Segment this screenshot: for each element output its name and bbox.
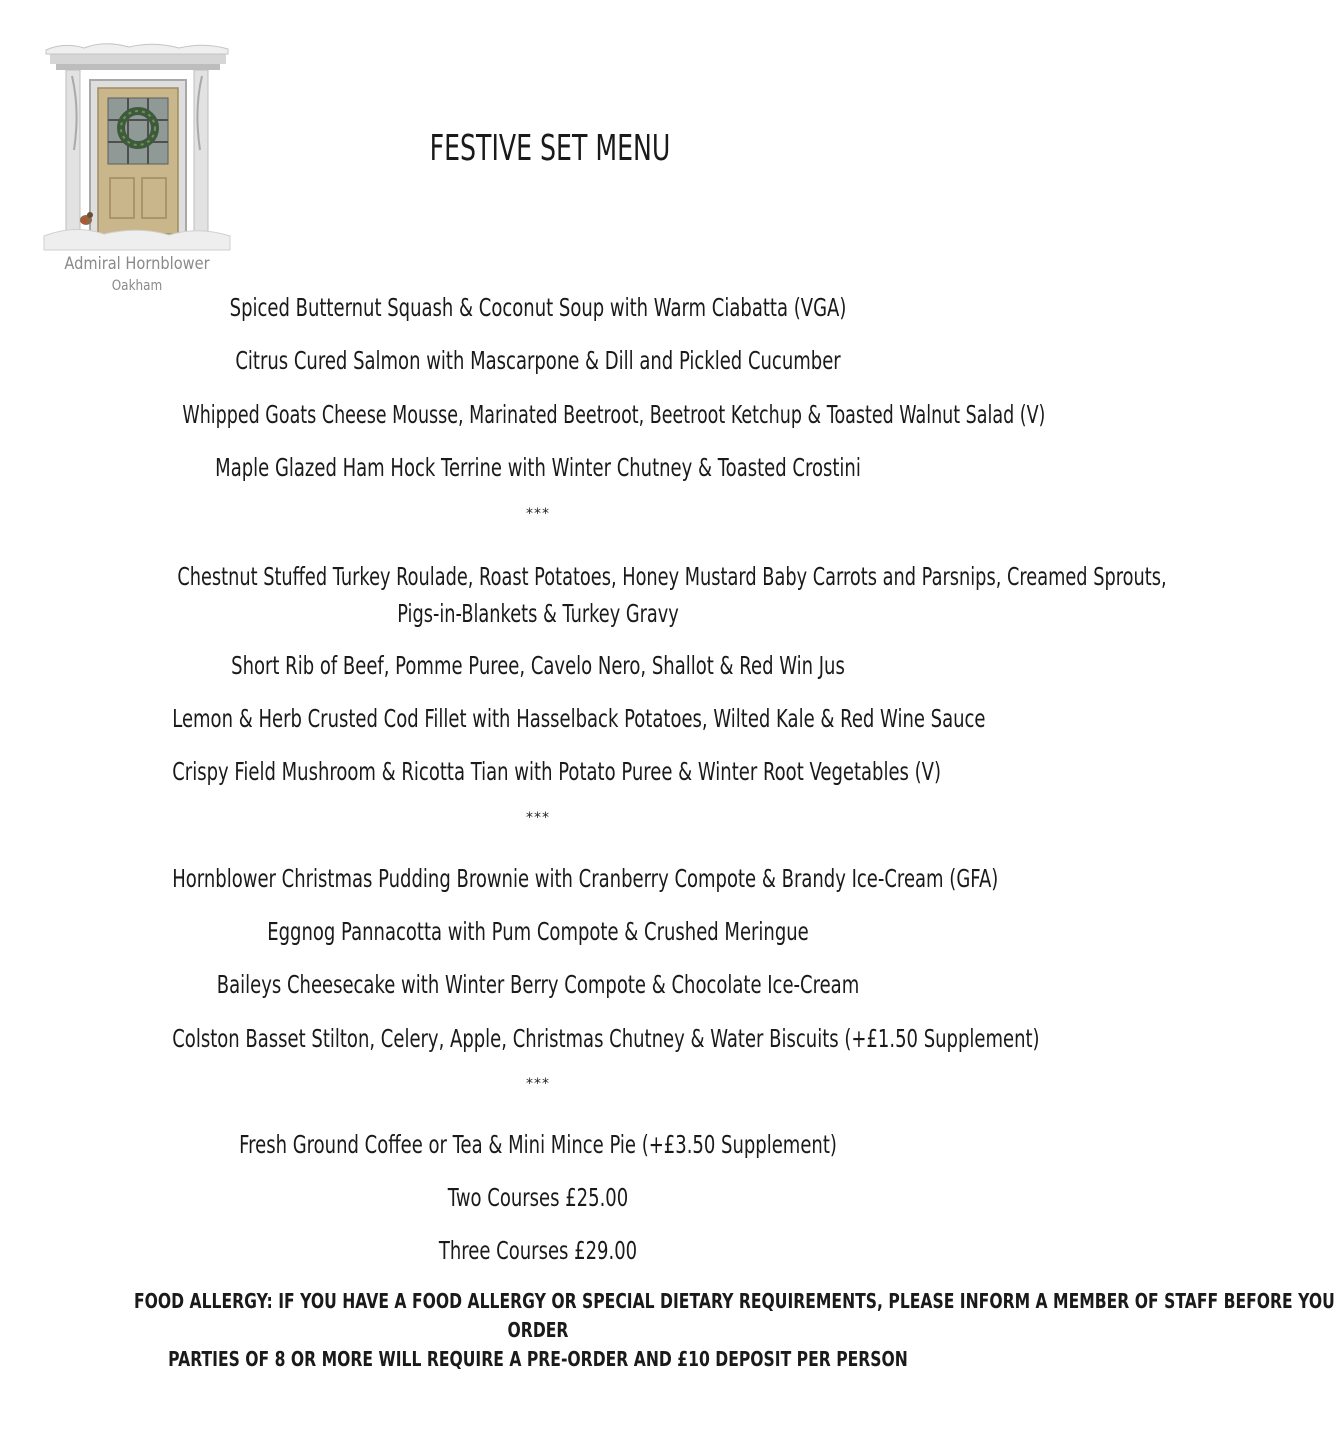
starter-item: Maple Glazed Ham Hock Terrine with Winter Chutney & Toasted Crostini xyxy=(215,453,861,482)
starter-item: Whipped Goats Cheese Mousse, Marinated Beetroot, Beetroot Ketchup & Toasted Walnut Salad (V) xyxy=(182,400,1046,429)
dessert-item: Hornblower Christmas Pudding Brownie with Cranberry Compote & Brandy Ice-Cream (GFA) xyxy=(172,864,999,893)
price-two-courses: Two Courses £25.00 xyxy=(447,1183,629,1212)
dessert-item: Colston Basset Stilton, Celery, Apple, Christmas Chutney & Water Biscuits (+£1.50 Supplement) xyxy=(172,1024,1040,1053)
main-item-line: Chestnut Stuffed Turkey Roulade, Roast Potatoes, Honey Mustard Baby Carrots and Parsnips, Creamed Sprouts, xyxy=(177,562,1167,591)
dessert-item: Baileys Cheesecake with Winter Berry Compote & Chocolate Ice-Cream xyxy=(216,970,860,999)
allergy-notice: FOOD ALLERGY: IF YOU HAVE A FOOD ALLERGY OR SPECIAL DIETARY REQUIREMENTS, PLEASE INFORM A MEMBER OF STAFF BEFORE YOU xyxy=(133,1289,1335,1313)
logo xyxy=(44,40,230,302)
brand-name: Admiral Hornblower xyxy=(64,254,210,274)
main-item: Crispy Field Mushroom & Ricotta Tian with Potato Puree & Winter Root Vegetables (V) xyxy=(172,757,942,786)
party-notice: PARTIES OF 8 OR MORE WILL REQUIRE A PRE-ORDER AND £10 DEPOSIT PER PERSON xyxy=(168,1347,908,1371)
course-separator: *** xyxy=(526,506,550,522)
allergy-notice-cont: ORDER xyxy=(507,1318,569,1342)
starter-item: Spiced Butternut Squash & Coconut Soup with Warm Ciabatta (VGA) xyxy=(229,293,847,322)
price-three-courses: Three Courses £29.00 xyxy=(438,1236,638,1265)
door-logo-icon xyxy=(44,40,230,250)
page-title: FESTIVE SET MENU xyxy=(429,128,671,169)
brand-place: Oakham xyxy=(111,278,163,294)
main-item: Short Rib of Beef, Pomme Puree, Cavelo Nero, Shallot & Red Win Jus xyxy=(231,651,845,680)
starter-item: Citrus Cured Salmon with Mascarpone & Dill and Pickled Cucumber xyxy=(235,346,841,375)
main-item-line: Pigs-in-Blankets & Turkey Gravy xyxy=(397,599,679,628)
coffee-item: Fresh Ground Coffee or Tea & Mini Mince Pie (+£3.50 Supplement) xyxy=(239,1130,837,1159)
course-separator: *** xyxy=(526,1076,550,1092)
course-separator: *** xyxy=(526,810,550,826)
main-item: Lemon & Herb Crusted Cod Fillet with Hasselback Potatoes, Wilted Kale & Red Wine Sauce xyxy=(172,704,986,733)
dessert-item: Eggnog Pannacotta with Pum Compote & Crushed Meringue xyxy=(267,917,809,946)
